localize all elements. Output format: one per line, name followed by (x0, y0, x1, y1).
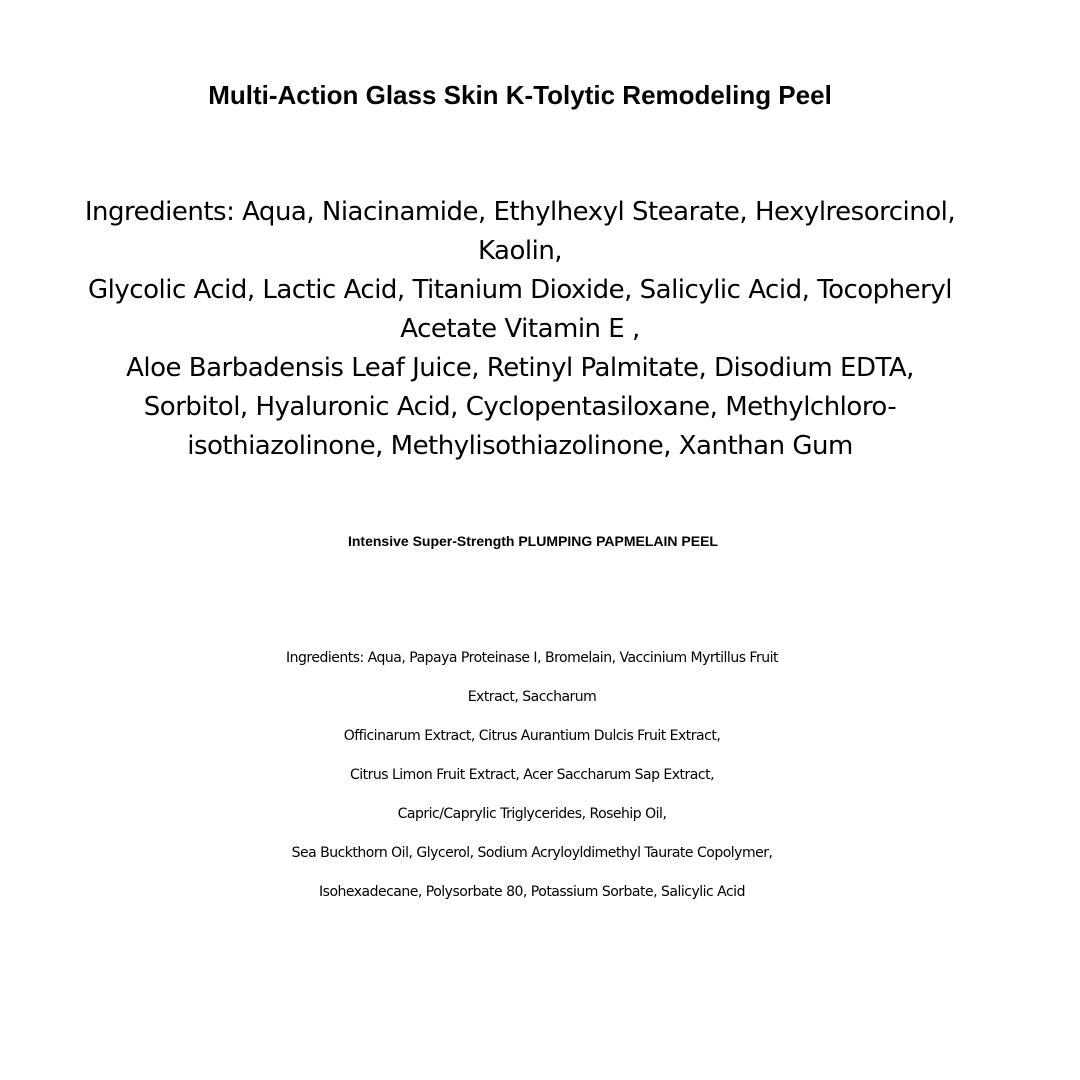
ingredients-1-line-3: Glycolic Acid, Lactic Acid, Titanium Dioxide, Salicylic Acid, Tocopheryl (88, 275, 952, 305)
ingredients-2-line-7: Isohexadecane, Polysorbate 80, Potassium Sorbate, Salicylic Acid (319, 884, 745, 900)
ingredients-2-line-5: Capric/Caprylic Triglycerides, Rosehip Oil, (397, 806, 667, 822)
ingredients-1-line-5: Aloe Barbadensis Leaf Juice, Retinyl Palmitate, Disodium EDTA, (126, 353, 914, 383)
product-title-1: Multi-Action Glass Skin K-Tolytic Remodeling Peel (208, 80, 832, 110)
ingredients-2-line-6: Sea Buckthorn Oil, Glycerol, Sodium Acryloyldimethyl Taurate Copolymer, (291, 845, 773, 861)
ingredients-2-line-2: Extract, Saccharum (467, 689, 597, 705)
ingredients-2-line-4: Citrus Limon Fruit Extract, Acer Saccharum Sap Extract, (349, 767, 715, 783)
ingredients-1-line-4: Acetate Vitamin E , (400, 314, 640, 344)
ingredients-1-line-6: Sorbitol, Hyaluronic Acid, Cyclopentasiloxane, Methylchloro- (143, 392, 897, 422)
product-title-2: Intensive Super-Strength PLUMPING PAPMELAIN PEEL (347, 533, 718, 549)
ingredients-2-line-1: Ingredients: Aqua, Papaya Proteinase I, Bromelain, Vaccinium Myrtillus Fruit (286, 650, 778, 666)
ingredients-list-2 (0, 639, 1064, 912)
ingredients-1-line-1: Ingredients: Aqua, Niacinamide, Ethylhexyl Stearate, Hexylresorcinol, (84, 197, 956, 227)
ingredients-1-line-7: isothiazolinone, Methylisothiazolinone, Xanthan Gum (187, 431, 853, 461)
ingredients-1-line-2: Kaolin, (477, 236, 563, 266)
ingredients-2-line-3: Officinarum Extract, Citrus Aurantium Dulcis Fruit Extract, (343, 728, 721, 744)
ingredients-list-1 (0, 193, 1040, 466)
